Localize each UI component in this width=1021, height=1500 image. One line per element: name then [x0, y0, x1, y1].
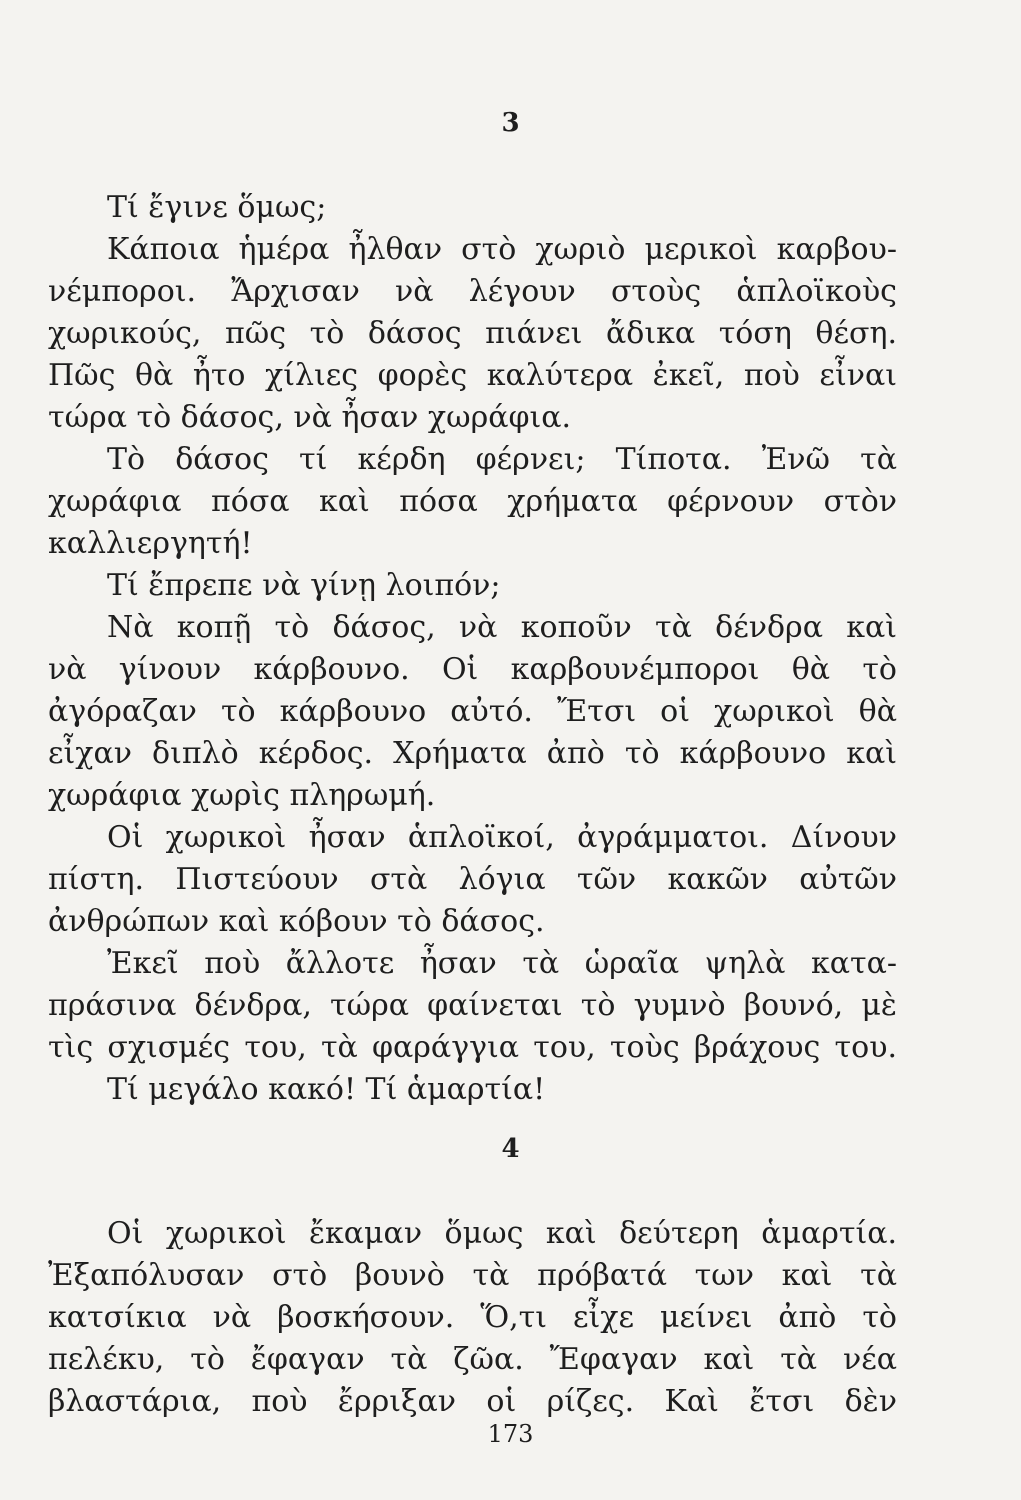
text-line: χωράφια χωρὶς πληρωμή.	[48, 778, 436, 813]
text-line: Ἐξαπόλυσαν στὸ βουνὸ τὰ πρόβατά των καὶ τὰ	[48, 1258, 897, 1293]
text-line: Πῶς θὰ ἦτο χίλιες φορὲς καλύτερα ἐκεῖ, ποὺ εἶναι	[48, 358, 897, 393]
text-line: ἀγόραζαν τὸ κάρβουνο αὐτό. Ἔτσι οἱ χωρικοὶ θὰ	[48, 694, 897, 729]
text-line: βλαστάρια, ποὺ ἔρριξαν οἱ ρίζες. Καὶ ἔτσι δὲν	[48, 1384, 897, 1419]
text-line: Ἐκεῖ ποὺ ἄλλοτε ἦσαν τὰ ὡραῖα ψηλὰ κατα-	[107, 946, 897, 981]
section-number-4: 4	[501, 1134, 520, 1164]
section-number-3: 3	[501, 108, 520, 138]
text-line: καλλιεργητή!	[48, 526, 253, 561]
text-line: Οἱ χωρικοὶ ἦσαν ἁπλοϊκοί, ἀγράμματοι. Δίνουν	[107, 820, 897, 855]
text-line: κατσίκια νὰ βοσκήσουν. Ὅ,τι εἶχε μείνει ἀπὸ τὸ	[48, 1300, 897, 1335]
text-line: πελέκυ, τὸ ἔφαγαν τὰ ζῶα. Ἔφαγαν καὶ τὰ νέα	[48, 1342, 897, 1377]
text-line: τώρα τὸ δάσος, νὰ ἦσαν χωράφια.	[48, 400, 572, 435]
text-line: Κάποια ἡμέρα ἦλθαν στὸ χωριὸ μερικοὶ καρβου-	[107, 232, 897, 267]
text-line: νέμποροι. Ἄρχισαν νὰ λέγουν στοὺς ἁπλοϊκοὺς	[48, 274, 897, 309]
text-line: νὰ γίνουν κάρβουνο. Οἱ καρβουνέμποροι θὰ τὸ	[48, 652, 897, 687]
page-number: 173	[487, 1420, 534, 1448]
text-line: πίστη. Πιστεύουν στὰ λόγια τῶν κακῶν αὐτῶν	[48, 862, 897, 897]
text-line: πράσινα δένδρα, τώρα φαίνεται τὸ γυμνὸ βουνό, μὲ	[48, 988, 897, 1023]
text-line: χωρικούς, πῶς τὸ δάσος πιάνει ἄδικα τόση θέση.	[48, 316, 897, 351]
text-line: Τί ἔπρεπε νὰ γίνῃ λοιπόν;	[107, 568, 501, 603]
text-line: εἶχαν διπλὸ κέρδος. Χρήματα ἀπὸ τὸ κάρβουνο καὶ	[48, 736, 897, 771]
text-line: ἀνθρώπων καὶ κόβουν τὸ δάσος.	[48, 904, 545, 939]
text-line: χωράφια πόσα καὶ πόσα χρήματα φέρνουν στὸν	[48, 484, 897, 519]
text-line: Τί ἔγινε ὅμως;	[107, 190, 327, 225]
text-line: Τί μεγάλο κακό! Τί ἁμαρτία!	[107, 1072, 546, 1107]
text-line: Νὰ κοπῇ τὸ δάσος, νὰ κοποῦν τὰ δένδρα καὶ	[107, 610, 897, 645]
text-line: Τὸ δάσος τί κέρδη φέρνει; Τίποτα. Ἐνῶ τὰ	[107, 442, 897, 477]
text-line: Οἱ χωρικοὶ ἔκαμαν ὅμως καὶ δεύτερη ἁμαρτία.	[107, 1216, 897, 1251]
text-line: τὶς σχισμές του, τὰ φαράγγια του, τοὺς βράχους του.	[48, 1030, 897, 1065]
